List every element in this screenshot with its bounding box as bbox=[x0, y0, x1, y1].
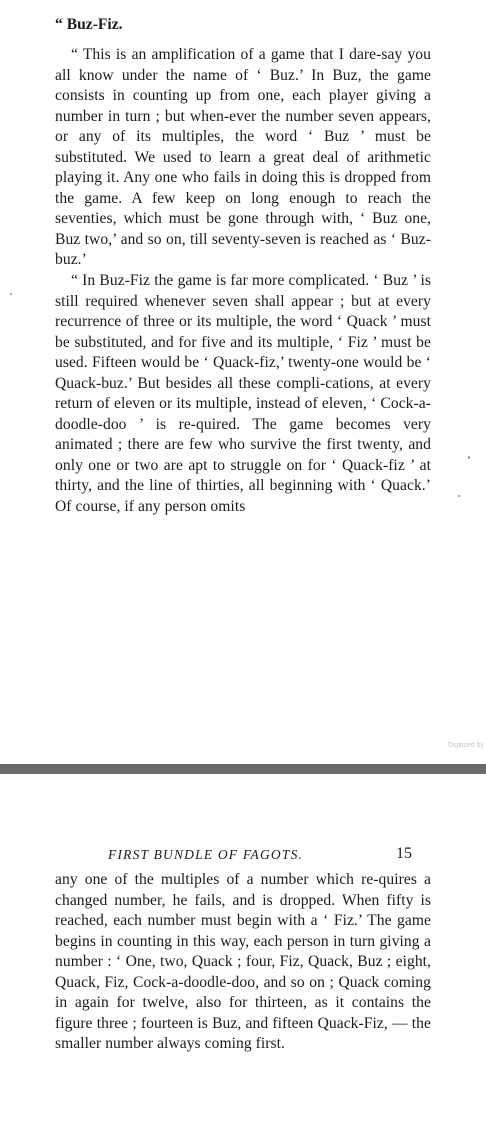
scan-speck bbox=[468, 456, 470, 459]
section-title: “ Buz-Fiz. bbox=[55, 16, 123, 33]
page-number: 15 bbox=[396, 845, 412, 862]
digitized-watermark: Digitized by bbox=[447, 742, 484, 749]
body-text-top bbox=[55, 45, 431, 518]
paragraph-3: any one of the multiples of a number which re-quires a changed number, he fails, and is dropped. When fifty is reached, each number must begin with a ‘ Fiz.’ The game begins in counting in this way, each person in turn giving a number : ‘ One, two, Quack ; four, Fiz, Quack, Buz ; eight, Quack, Fiz, Cock-a-doodle-doo, and so on ; Quack coming in again for twelve, also for thirteen, as it contains the figure three ; fourteen is Buz, and fifteen Quack-Fiz, — the smaller number always coming first. bbox=[55, 871, 431, 1053]
body-text-bottom bbox=[55, 870, 431, 1055]
scan-speck bbox=[458, 495, 460, 497]
paragraph-2: “ In Buz-Fiz the game is far more complicated. ‘ Buz ’ is still required whenever seven shall appear ; but at every recurrence of three or its multiple, the word ‘ Quack ’ must be substituted, and for five and its multiple, ‘ Fiz ’ must be used. Fifteen would be ‘ Quack-fiz,’ twenty-one would be ‘ Quack-buz.’ But besides all these compli-cations, at every return of eleven or its multiple, instead of eleven, ‘ Cock-a-doodle-doo ’ is re-quired. The game becomes very animated ; there are few who survive the first twenty, and only one or two are apt to struggle on for ‘ Quack-fiz ’ at thirty, and the line of thirties, all beginning with ‘ Quack.’ Of course, if any person omits bbox=[55, 272, 431, 516]
scan-speck bbox=[10, 293, 12, 295]
paragraph-1: “ This is an amplification of a game that I dare-say you all know under the name of ‘ Buz.’ In Buz, the game consists in counting up from one, each player giving a number in turn ; but when-ever the number seven appears, or any of its multiples, the word ‘ Buz ’ must be substituted. We used to learn a great deal of arithmetic playing it. Any one who fails in doing this is dropped from the game. A few keep on long enough to reach the seventies, which must be gone through with, ‘ Buz one, Buz two,’ and so on, till seventy-seven is reached as ‘ Buz-buz.’ bbox=[55, 46, 431, 269]
running-head: FIRST BUNDLE OF FAGOTS. bbox=[108, 847, 304, 862]
page-divider bbox=[0, 764, 486, 774]
